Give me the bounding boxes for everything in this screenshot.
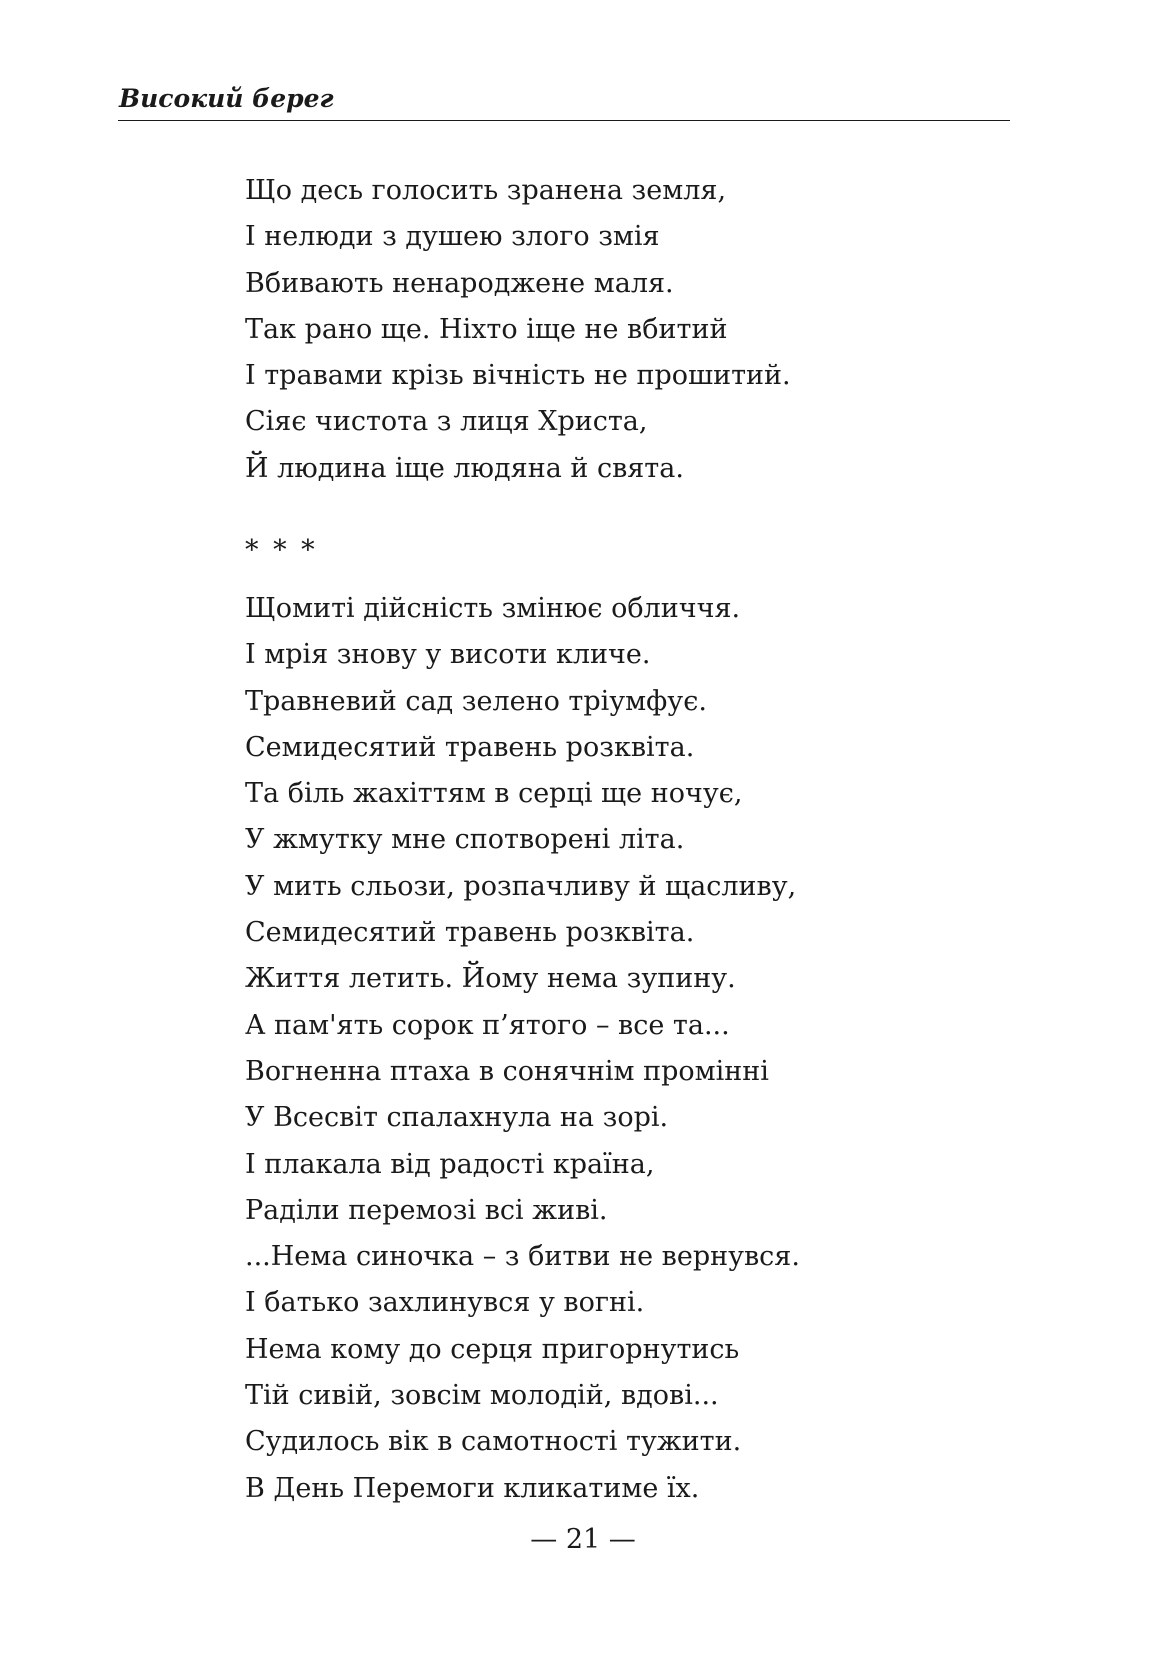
poem-stanza-1 (245, 168, 791, 492)
poem-line: У Всесвіт спалахнула на зорі. (245, 1102, 669, 1134)
poem-line: Й людина іще людяна й свята. (245, 452, 684, 484)
poem-line: Сіяє чистота з лиця Христа, (245, 406, 648, 438)
poem-line: Та біль жахіттям в серці ще ночує, (245, 778, 743, 810)
poem-line: Нема кому до серця пригорнутись (245, 1333, 740, 1365)
poem-line: І травами крізь вічність не прошитий. (245, 360, 791, 392)
poem-line: Раділи перемозі всі живі. (245, 1194, 608, 1226)
poem-stanza-2 (245, 586, 800, 1512)
poem-line: І батько захлинувся у вогні. (245, 1287, 645, 1319)
poem-line: А пам'ять сорок п’ятого – все та... (245, 1009, 730, 1041)
poem-line: Щомиті дійсність змінює обличчя. (245, 593, 741, 624)
poem-line: Семидесятий травень розквіта. (245, 917, 695, 949)
poem-line: В День Перемоги кликатиме їх. (245, 1472, 700, 1504)
poem-line: Тій сивій, зовсім молодій, вдові... (245, 1380, 719, 1412)
poem-line: ...Нема синочка – з битви не вернувся. (245, 1241, 800, 1273)
stanza-separator: * * * (245, 535, 318, 566)
poem-line: Судилось вік в самотності тужити. (245, 1426, 742, 1458)
poem-line: І плакала від радості країна, (245, 1148, 655, 1180)
poem-line: У мить сльози, розпачливу й щасливу, (245, 870, 797, 902)
poem-line: І мрія знову у висоти кличе. (245, 639, 651, 671)
page-number: — 21 — (530, 1524, 636, 1555)
poem-line: У жмутку мне спотворені літа. (245, 824, 685, 856)
poem-line: Життя летить. Йому нема зупину. (245, 963, 736, 995)
poem-line: Що десь голосить зранена земля, (245, 175, 727, 206)
running-header-title: Високий берег (119, 84, 334, 113)
poem-line: Вогненна птаха в сонячнім промінні (245, 1055, 769, 1087)
poem-line: Травневий сад зелено тріумфує. (245, 685, 707, 717)
poem-line: І нелюди з душею злого змія (245, 221, 660, 253)
poem-line: Семидесятий травень розквіта. (245, 731, 695, 763)
header-rule (118, 120, 1010, 121)
poem-line: Так рано ще. Ніхто іще не вбитий (245, 313, 728, 345)
poem-line: Вбивають ненароджене маля. (245, 267, 674, 299)
